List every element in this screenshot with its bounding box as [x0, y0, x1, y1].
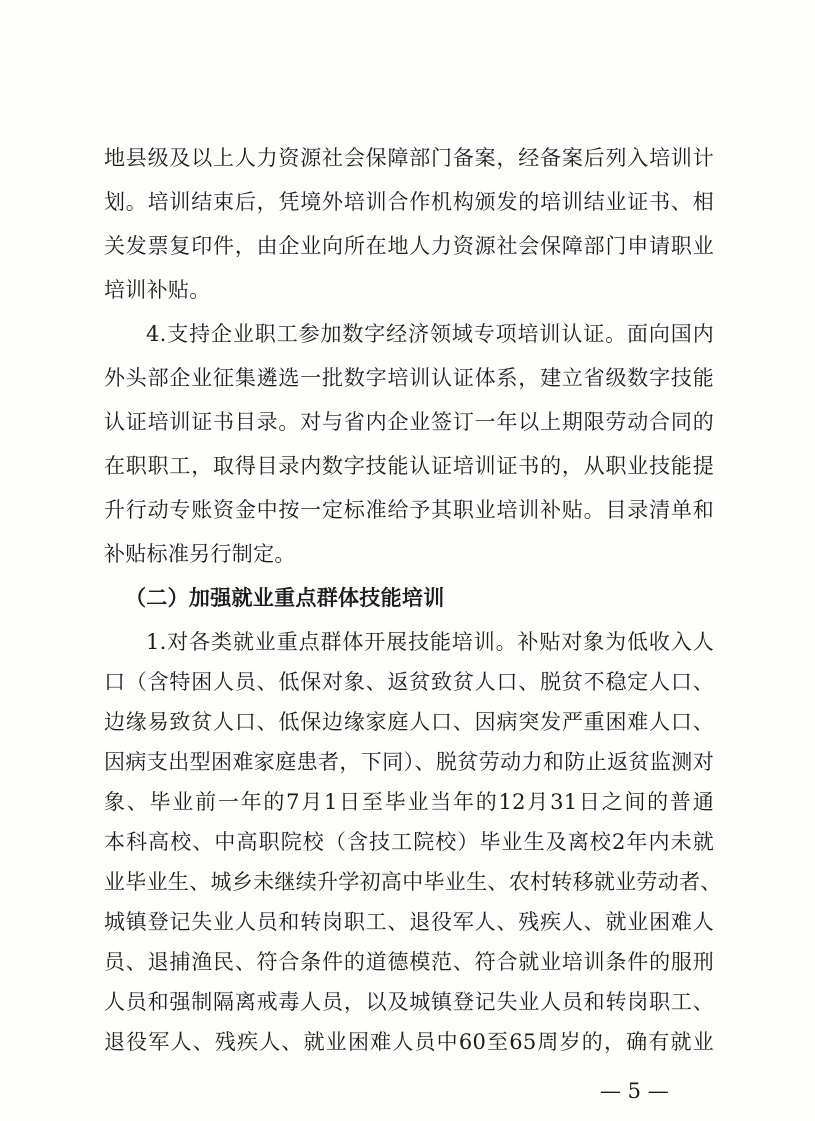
text-line: 边缘易致贫人口、低保边缘家庭人口、因病突发严重困难人口、: [104, 710, 714, 734]
text-line: 4.支持企业职工参加数字经济领域专项培训认证。面向国内: [146, 322, 714, 346]
text-line: 人员和强制隔离戒毒人员，以及城镇登记失业人员和转岗职工、: [104, 990, 714, 1014]
text-line: 地县级及以上人力资源社会保障部门备案，经备案后列入培训计: [104, 146, 714, 170]
text-line: 象、毕业前一年的7月1日至毕业当年的12月31日之间的普通: [104, 790, 714, 814]
text-line: 补贴标准另行制定。: [104, 542, 296, 566]
text-line: 口（含特困人员、低保对象、返贫致贫人口、脱贫不稳定人口、: [104, 670, 714, 694]
text-line: 因病支出型困难家庭患者，下同）、脱贫劳动力和防止返贫监测对: [104, 750, 714, 774]
page-number: — 5 —: [600, 1079, 669, 1103]
text-line: 划。培训结束后，凭境外培训合作机构颁发的培训结业证书、相: [104, 190, 714, 214]
text-line: 认证培训证书目录。对与省内企业签订一年以上期限劳动合同的: [104, 410, 714, 434]
text-line: 外头部企业征集遴选一批数字培训认证体系，建立省级数字技能: [104, 366, 714, 390]
text-line: 1.对各类就业重点群体开展技能培训。补贴对象为低收入人: [146, 630, 714, 654]
text-line: 本科高校、中高职院校（含技工院校）毕业生及离校2年内未就: [104, 830, 714, 854]
text-line: 关发票复印件，由企业向所在地人力资源社会保障部门申请职业: [104, 234, 714, 258]
text-line: 员、退捕渔民、符合条件的道德模范、符合就业培训条件的服刑: [104, 950, 714, 974]
text-line: 在职职工，取得目录内数字技能认证培训证书的，从职业技能提: [104, 454, 714, 478]
text-line: 城镇登记失业人员和转岗职工、退役军人、残疾人、就业困难人: [104, 910, 714, 934]
text-line: 业毕业生、城乡未继续升学初高中毕业生、农村转移就业劳动者、: [104, 870, 722, 894]
text-line: 升行动专账资金中按一定标准给予其职业培训补贴。目录清单和: [104, 498, 714, 522]
section-heading: （二）加强就业重点群体技能培训: [125, 586, 445, 610]
text-line: 退役军人、残疾人、就业困难人员中60至65周岁的，确有就业: [104, 1030, 714, 1054]
text-line: 培训补贴。: [104, 278, 211, 302]
